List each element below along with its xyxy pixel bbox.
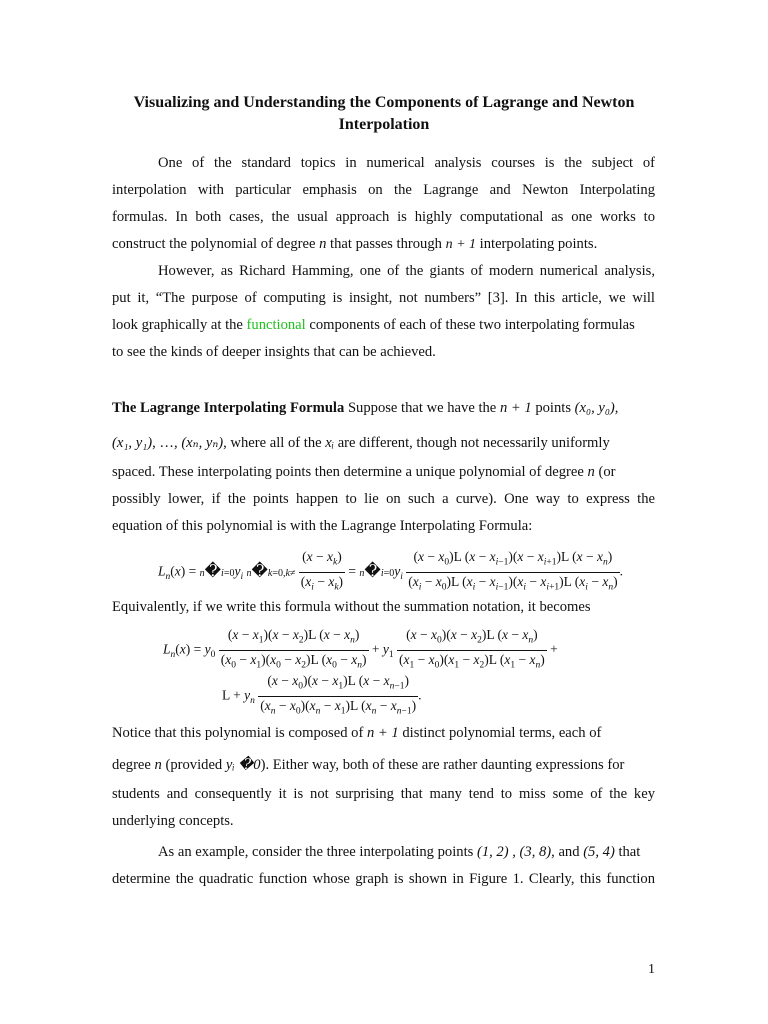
hamming-line-2: put it, “The purpose of computing is insight, not numbers” [3]. In this article, we will (112, 290, 655, 306)
lagrange-expanded-equation-2: $L + y_n$ $\frac{(x - x_0)(x - x_1)L (x - x_{n-1})}{(x_n - x_0)(x_n - x_1)L (x_n - x_{n-1})}$ . (222, 673, 422, 717)
intro-line-2: interpolation with particular emphasis on the Lagrange and Newton Interpolating (112, 182, 655, 198)
example-line-2: determine the quadratic function whose graph is shown in Figure 1. Clearly, this function (112, 871, 655, 887)
equiv-line: Equivalently, if we write this formula without the summation notation, it becomes (112, 599, 591, 615)
lagrange-line-1: The Lagrange Interpolating Formula Suppose that we have the n + 1 points (x₀, y₀), (112, 400, 619, 416)
notice-line-2: degree n (provided yᵢ �0). Either way, both of these are rather daunting expressions for (112, 757, 625, 773)
intro-line-1: One of the standard topics in numerical analysis courses is the subject of (158, 155, 655, 171)
functional-link[interactable]: functional (246, 317, 306, 333)
lagrange-sum-equation: $L_n(x)$ = $n�i=0y_i$ n�k=0,k≠ $\frac{(x - x_k)}{(x_i - x_k)}$ = $n�i=0y_i$ $\frac{(x - x_0)L (x - x_{i-1})(x - x_{i+1})L (x - x_n)}{(x_i - x_0)L (x_i - x_{i-1})(x_i - x_{i+1})L (x_i - x_n)}$ . (158, 549, 623, 593)
lagrange-line-2: (x₁, y₁), …, (xₙ, yₙ), where all of the xᵢ are different, though not necessarily uniformly (112, 435, 610, 451)
notice-line-4: underlying concepts. (112, 813, 234, 829)
intro-line-4: construct the polynomial of degree n that passes through n + 1 interpolating points. (112, 236, 598, 252)
hamming-line-4: to see the kinds of deeper insights that can be achieved. (112, 344, 436, 360)
lagrange-line-5: equation of this polynomial is with the Lagrange Interpolating Formula: (112, 518, 533, 534)
hamming-line-1: However, as Richard Hamming, one of the giants of modern numerical analysis, (158, 263, 655, 279)
notice-line-1: Notice that this polynomial is composed of n + 1 distinct polynomial terms, each of (112, 725, 602, 741)
intro-line-3: formulas. In both cases, the usual approach is highly computational as one works to (112, 209, 655, 225)
symbol-n: n (319, 236, 327, 252)
hamming-line-3: look graphically at the functional components of each of these two interpolating formulas (112, 317, 635, 333)
paper-title: Visualizing and Understanding the Components of Lagrange and Newton Interpolation (133, 94, 635, 133)
section-heading: The Lagrange Interpolating Formula (112, 400, 345, 416)
page-number: 1 (648, 962, 655, 977)
notice-line-3: students and consequently it is not surprising that many tend to miss some of the key (112, 786, 655, 802)
lagrange-line-3: spaced. These interpolating points then determine a unique polynomial of degree n (or (112, 464, 616, 480)
example-line-1: As an example, consider the three interpolating points (1, 2) , (3, 8), and (5, 4) that (158, 844, 641, 860)
lagrange-expanded-equation-1: $L_n(x) = y_0$ $\frac{(x - x_1)(x - x_2)L (x - x_n)}{(x_0 - x_1)(x_0 - x_2)L (x_0 - x_n)}$ + $y_1$ $\frac{(x - x_0)(x - x_2)L (x - x_n)}{(x_1 - x_0)(x_1 - x_2)L (x_1 - x_n)}$ + (163, 627, 558, 671)
lagrange-line-4: possibly lower, if the points happen to lie on such a curve). One way to express the (112, 491, 655, 507)
symbol-n-plus-1: n + 1 (445, 237, 477, 252)
